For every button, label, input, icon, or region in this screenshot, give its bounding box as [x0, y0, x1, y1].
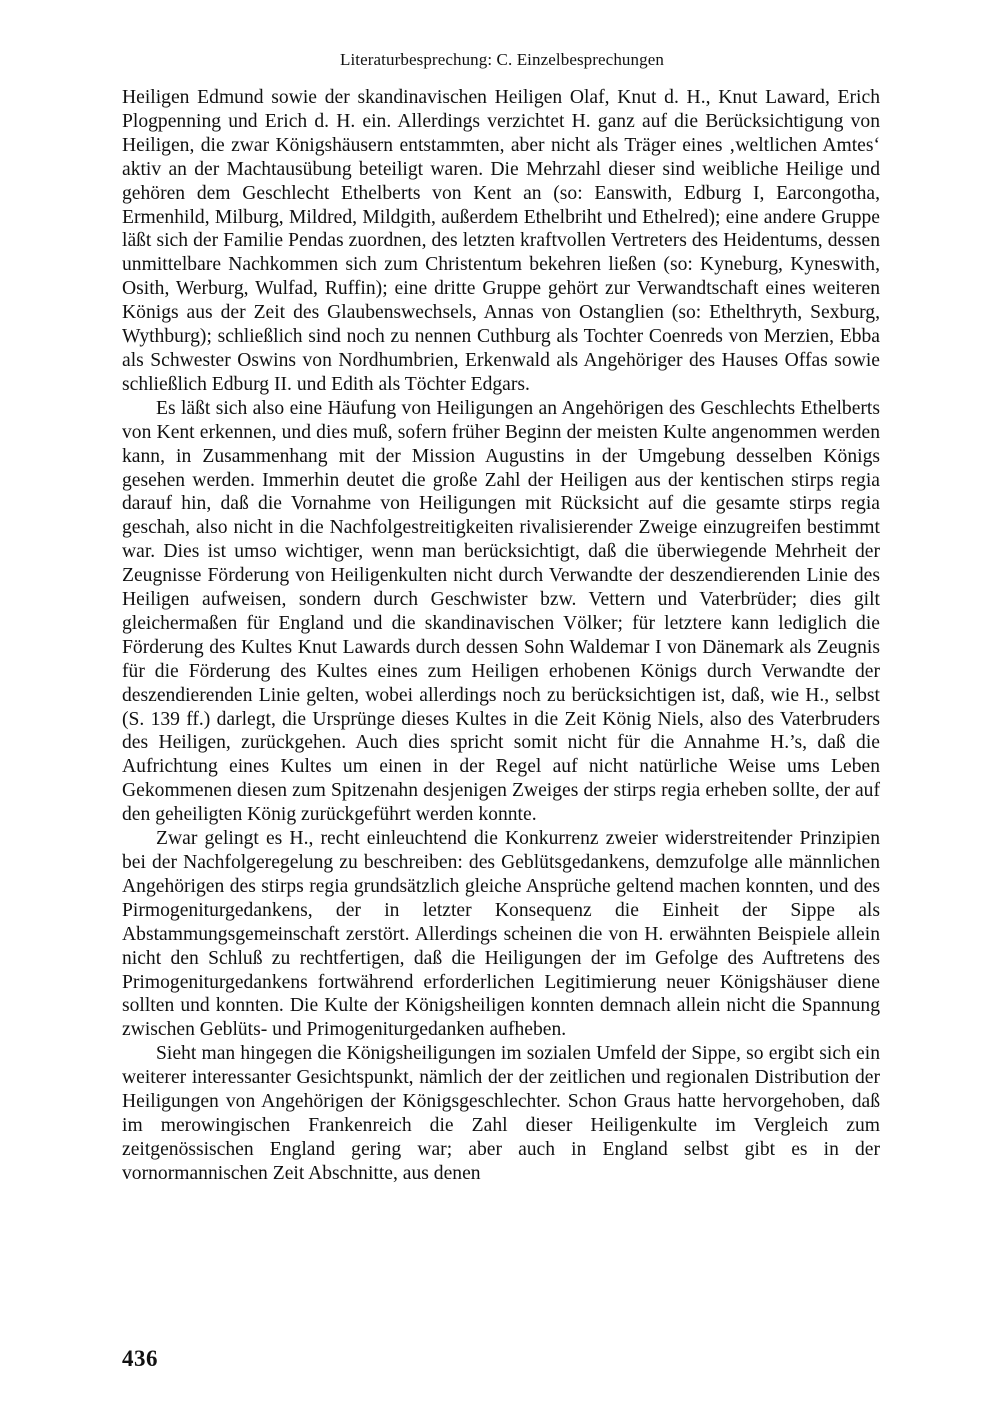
- body-text: [122, 86, 880, 1186]
- paragraph-1: Heiligen Edmund sowie der skandinavischen Heiligen Olaf, Knut d. H., Knut Laward, Erich Plogpenning und Erich d. H. ein. Allerdings verzichtet H. ganz auf die Berücksichtigung von Heiligen, die zwar Königshäusern entstammten, aber nicht als Träger eines ‚weltlichen Amtes‘ aktiv an der Machtausübung beteiligt waren. Die Mehrzahl dieser sind weibliche Heilige und gehören dem Geschlecht Ethelberts von Kent an (so: Eanswith, Edburg I, Earcongotha, Ermenhild, Milburg, Mildred, Mildgith, außerdem Ethelbriht und Ethelred); eine andere Gruppe läßt sich der Familie Pendas zuordnen, des letzten kraftvollen Vertreters des Heidentums, dessen unmittelbare Nachkommen sich zum Christentum bekehren ließen (so: Kyneburg, Kyneswith, Osith, Werburg, Wulfad, Ruffin); eine dritte Gruppe gehört zur Verwandtschaft eines weiteren Königs aus der Zeit des Glaubenswechsels, Annas von Ostanglien (so: Ethelthryth, Sexburg, Wythburg); schließlich sind noch zu nennen Cuthburg als Tochter Coenreds von Merzien, Ebba als Schwester Oswins von Nordhumbrien, Erkenwald als Angehöriger des Hauses Offas sowie schließlich Edburg II. und Edith als Töchter Edgars.: [122, 87, 880, 395]
- paragraph-3: Zwar gelingt es H., recht einleuchtend die Konkurrenz zweier widerstreitender Prinzipien bei der Nachfolgeregelung zu beschreiben: des Geblütsgedankens, demzufolge alle männlichen Angehörigen des stirps regia grundsätzlich gleiche Ansprüche geltend machen konnten, und des Pirmogeniturgedankens, der in letzter Konsequenz die Einheit der Sippe als Abstammungsgemeinschaft zerstört. Allerdings scheinen die von H. erwähnten Beispiele allein nicht den Schluß zu rechtfertigen, daß die Heiligungen der im Gefolge des Auftretens des Primogeniturgedankens fortwährend erforderlichen Legitimierung neuer Königshäuser diene sollten und konnten. Die Kulte der Königsheiligen konnten demnach allein nicht die Spannung zwischen Geblüts- und Primogeniturgedanken aufheben.: [122, 828, 880, 1041]
- paragraph-4: Sieht man hingegen die Königsheiligungen im sozialen Umfeld der Sippe, so ergibt sich ein weiterer interessanter Gesichtspunkt, nämlich der der zeitlichen und regionalen Distribution der Heiligungen von Angehörigen der Königsgeschlechter. Schon Graus hatte hervorgehoben, daß im merowingischen Frankenreich die Zahl dieser Heiligenkulte im Vergleich zum zeitgenössischen England gering war; aber auch in England selbst gibt es in der vornormannischen Zeit Abschnitte, aus denen: [122, 1043, 880, 1184]
- paragraph-2: Es läßt sich also eine Häufung von Heiligungen an Angehörigen des Geschlechts Ethelberts von Kent erkennen, und dies muß, sofern früher Beginn der meisten Kulte angenommen werden kann, in Zusammenhang mit der Mission Augustins in der Umgebung desselben Königs gesehen werden. Immerhin deutet die große Zahl der Heiligen aus der kentischen stirps regia darauf hin, daß die Vornahme von Heiligungen mit Rücksicht auf die gesamte stirps regia geschah, also nicht in die Nachfolgestreitigkeiten rivalisierender Zweige einzugreifen bestimmt war. Dies ist umso wichtiger, wenn man berücksichtigt, daß die überwiegende Mehrheit der Zeugnisse Förderung von Heiligenkulten nicht durch Verwandte der deszendierenden Linie des Heiligen aufweisen, sondern durch Geschwister bzw. Vettern und Vaterbrüder; dies gilt gleichermaßen für England und die skandinavischen Völker; für letztere kann lediglich die Förderung des Kultes Knut Lawards durch dessen Sohn Waldemar I von Dänemark als Zeugnis für die Förderung des Kultes eines zum Heiligen erhobenen Königs durch Verwandte der deszendierenden Linie gelten, wobei allerdings noch zu berücksichtigen ist, daß, wie H., selbst (S. 139 ff.) darlegt, die Ursprünge dieses Kultes in die Zeit König Niels, also des Vaterbruders des Heiligen, zurückgehen. Auch dies spricht somit nicht für die Annahme H.’s, daß die Aufrichtung eines Kultes um einen in der Regel auf nicht natürliche Weise ums Leben Gekommenen diesen zum Spitzenahn desjenigen Zweiges der stirps regia erheben sollte, der auf den geheiligten König zurückgeführt werden konnte.: [122, 397, 880, 826]
- page-number: 436: [122, 1346, 158, 1371]
- running-head: Literaturbesprechung: C. Einzelbesprechungen: [340, 50, 664, 69]
